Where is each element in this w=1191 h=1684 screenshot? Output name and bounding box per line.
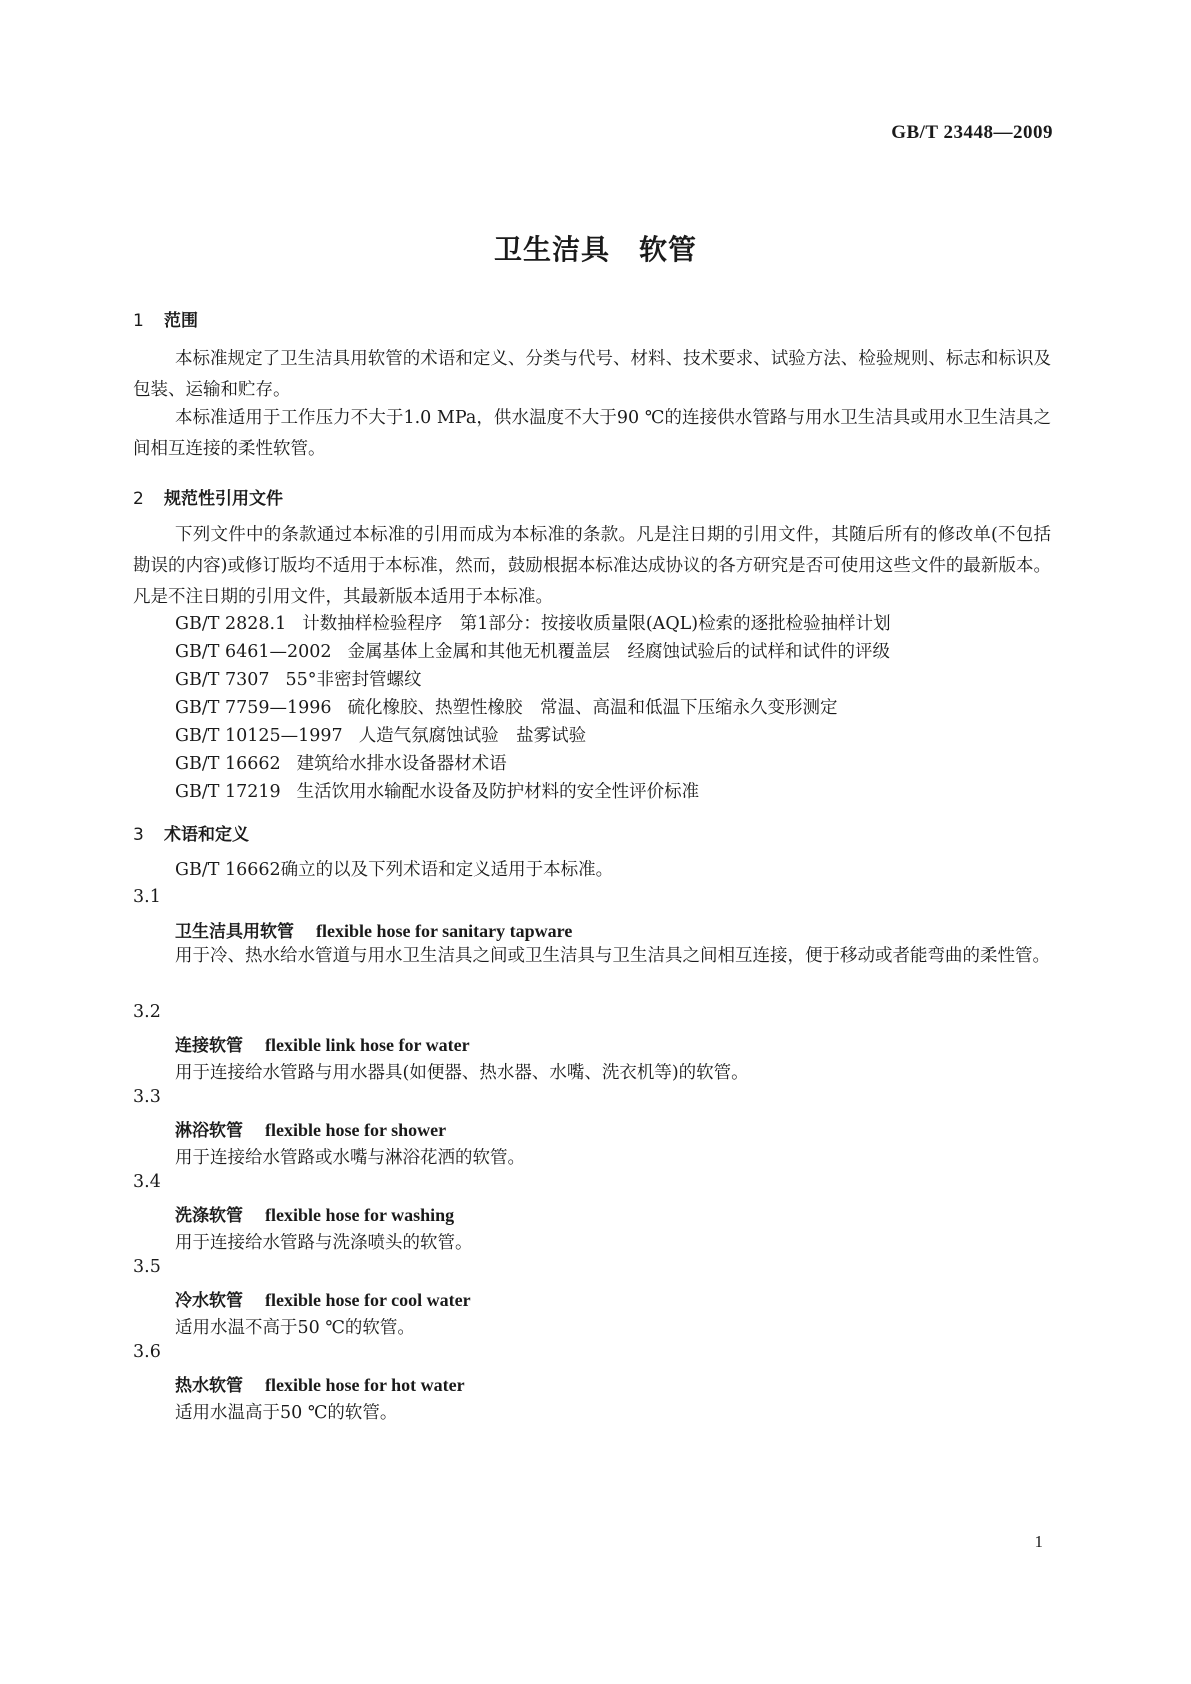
reference-name: 生活饮用水输配水设备及防护材料的安全性评价标准 <box>296 782 700 802</box>
reference-item <box>175 722 586 747</box>
document-title: 卫生洁具 软管 <box>493 233 697 266</box>
reference-name: 建筑给水排水设备器材术语 <box>296 754 507 774</box>
term-chinese: 冷水软管 <box>175 1291 243 1311</box>
term-english: flexible hose for sanitary tapware <box>316 921 573 941</box>
term-number: 3.2 <box>133 1002 161 1022</box>
term-heading <box>175 1031 470 1056</box>
term-heading <box>175 1116 446 1141</box>
term-number: 3.5 <box>133 1257 161 1277</box>
reference-name: 金属基体上金属和其他无机覆盖层 经腐蚀试验后的试样和试件的评级 <box>347 642 891 662</box>
reference-code: GB/T 7307 <box>175 670 270 690</box>
term-chinese: 洗涤软管 <box>175 1206 243 1226</box>
term-definition: 用于连接给水管路或水嘴与淋浴花洒的软管。 <box>175 1148 525 1168</box>
term-english: flexible hose for hot water <box>265 1375 465 1395</box>
reference-item <box>175 778 699 803</box>
term-chinese: 热水软管 <box>175 1376 243 1396</box>
section-number: 1 <box>133 311 144 331</box>
term-definition: 适用水温不高于50 ℃的软管。 <box>175 1318 415 1338</box>
term-chinese: 连接软管 <box>175 1036 243 1056</box>
term-number: 3.6 <box>133 1342 161 1362</box>
section-1-heading <box>133 306 198 331</box>
reference-item <box>175 638 890 663</box>
term-english: flexible hose for washing <box>265 1205 455 1225</box>
reference-item <box>175 750 507 775</box>
reference-item <box>175 610 891 635</box>
term-definition: 适用水温高于50 ℃的软管。 <box>175 1403 398 1423</box>
section-3-intro: GB/T 16662确立的以及下列术语和定义适用于本标准。 <box>175 860 614 880</box>
reference-name: 计数抽样检验程序 第1部分：按接收质量限(AQL)检索的逐批检验抽样计划 <box>302 614 891 634</box>
term-english: flexible link hose for water <box>265 1035 470 1055</box>
term-number: 3.4 <box>133 1172 161 1192</box>
reference-code: GB/T 2828.1 <box>175 614 287 634</box>
term-english: flexible hose for shower <box>265 1120 447 1140</box>
term-number: 3.1 <box>133 887 161 907</box>
term-definition: 用于连接给水管路与用水器具(如便器、热水器、水嘴、洗衣机等)的软管。 <box>175 1063 749 1083</box>
page-number: 1 <box>1034 1532 1043 1551</box>
section-title: 范围 <box>164 311 198 331</box>
reference-code: GB/T 10125—1997 <box>175 726 343 746</box>
standard-code: GB/T 23448—2009 <box>891 122 1053 143</box>
reference-item <box>175 666 422 691</box>
section-1-paragraph-2: 本标准适用于工作压力不大于1.0 MPa，供水温度不大于90 ℃的连接供水管路与用水卫生洁具或用水卫生洁具之间相互连接的柔性软管。 <box>133 408 1051 459</box>
term-heading <box>175 1286 471 1311</box>
reference-code: GB/T 16662 <box>175 754 281 774</box>
section-number: 2 <box>133 489 144 509</box>
section-3-heading <box>133 820 249 845</box>
section-2-heading <box>133 484 283 509</box>
section-number: 3 <box>133 825 144 845</box>
reference-name: 人造气氛腐蚀试验 盐雾试验 <box>358 726 587 746</box>
reference-name: 硫化橡胶、热塑性橡胶 常温、高温和低温下压缩永久变形测定 <box>347 698 838 718</box>
term-chinese: 卫生洁具用软管 <box>175 922 294 942</box>
term-chinese: 淋浴软管 <box>175 1121 243 1141</box>
section-title: 规范性引用文件 <box>164 489 283 509</box>
reference-code: GB/T 6461—2002 <box>175 642 332 662</box>
section-2-paragraph-1: 下列文件中的条款通过本标准的引用而成为本标准的条款。凡是注日期的引用文件，其随后所有的修改单(不包括勘误的内容)或修订版均不适用于本标准，然而，鼓励根据本标准达成协议的各方研究是否可使用这些文件的最新版本。凡是不注日期的引用文件，其最新版本适用于本标准。 <box>133 525 1051 607</box>
term-english: flexible hose for cool water <box>265 1290 471 1310</box>
section-1-paragraph-1: 本标准规定了卫生洁具用软管的术语和定义、分类与代号、材料、技术要求、试验方法、检验规则、标志和标识及包装、运输和贮存。 <box>133 349 1051 400</box>
reference-name: 55°非密封管螺纹 <box>285 670 422 690</box>
reference-code: GB/T 17219 <box>175 782 281 802</box>
term-heading <box>175 1371 465 1396</box>
section-title: 术语和定义 <box>164 825 249 845</box>
term-heading <box>175 1201 454 1226</box>
reference-code: GB/T 7759—1996 <box>175 698 332 718</box>
term-number: 3.3 <box>133 1087 161 1107</box>
term-definition: 用于连接给水管路与洗涤喷头的软管。 <box>175 1233 473 1253</box>
term-heading <box>175 917 572 942</box>
term-definition: 用于冷、热水给水管道与用水卫生洁具之间或卫生洁具与卫生洁具之间相互连接，便于移动或者能弯曲的柔性管。 <box>175 946 1050 966</box>
reference-item <box>175 694 838 719</box>
